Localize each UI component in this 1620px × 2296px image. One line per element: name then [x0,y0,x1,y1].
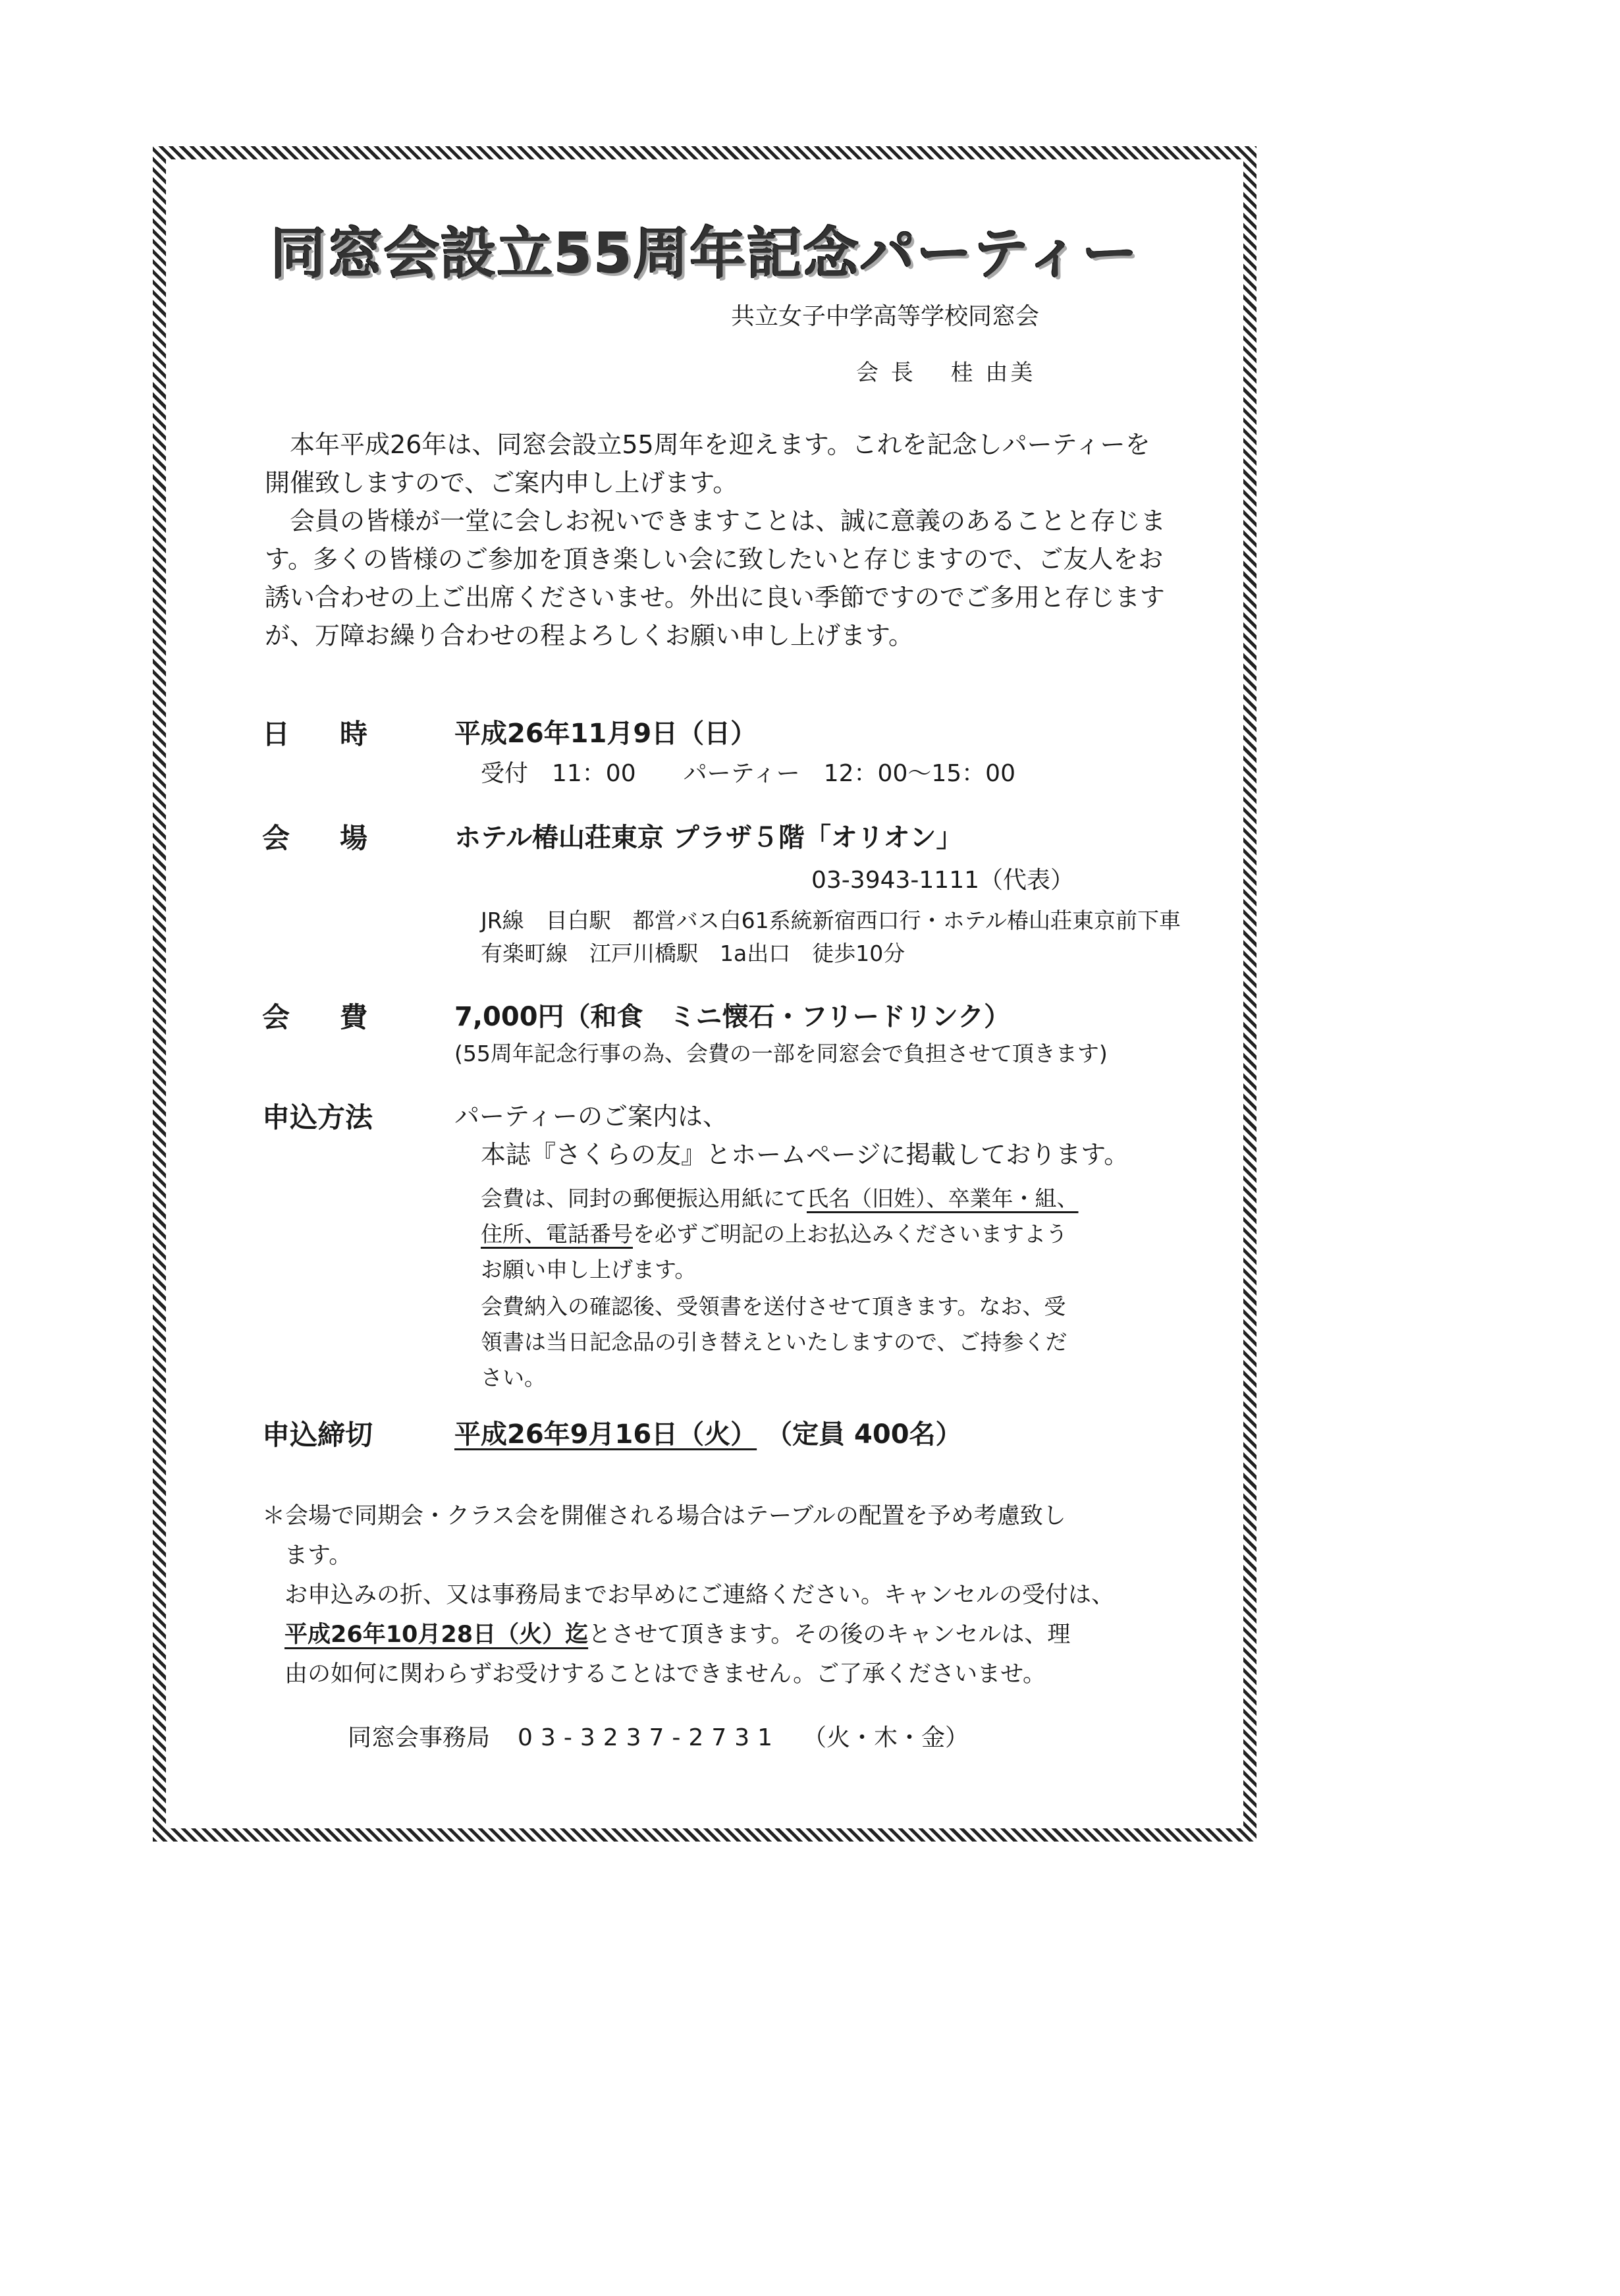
application-line2: 本誌『さくらの友』とホームページに掲載しております。 [481,1140,1129,1169]
venue-access-yurakucho: 有楽町線 江戸川橋駅 1a出口 徒歩10分 [481,941,905,966]
application-line1: パーティーのご案内は、 [454,1102,728,1131]
office-label: 同窓会事務局 [348,1724,491,1751]
application-receipt-3: さい。 [481,1365,546,1390]
application-payment-3: お願い申し上げます。 [481,1257,697,1282]
deadline-label: 申込締切 [262,1419,373,1451]
note-line-3: お申込みの折、又は事務局までお早めにご連絡ください。キャンセルの受付は、 [284,1582,1115,1608]
datetime-label: 日時 [262,718,418,750]
application-payment-1: 会費は、同封の郵便振込用紙にて氏名（旧姓）、卒業年・組、 [481,1186,1079,1211]
page-title: 同窓会設立55周年記念パーティー [270,221,1139,286]
intro-paragraph-2: 会員の皆様が一堂に会しお祝いできますことは、誠に意義のあることと存じます。多くの皆様のご参加を頂き楽しい会に致したいと存じますので、ご友人をお誘い合わせの上ご出席くださいませ。外出に良い季節ですのでご多用と存じますが、万障お繰り合わせの程よろしくお願い申し上げます。 [265,506,1166,650]
note-line-2: ます。 [284,1543,352,1569]
fee-note: (55周年記念行事の為、会費の一部を同窓会で負担させて頂きます) [454,1041,1108,1066]
office-phone: 03-3237-2731 [518,1724,781,1751]
note-line-4: 平成26年10月28日（火）迄とさせて頂きます。その後のキャンセルは、理 [284,1622,1071,1648]
organizer: 共立女子中学高等学校同窓会 [731,303,1040,330]
note-line-5: 由の如何に関わらずお受けすることはできません。ご了承くださいませ。 [284,1661,1046,1687]
office-days: （火・木・金） [803,1724,969,1751]
datetime-date: 平成26年11月9日（日） [454,719,757,749]
intro-text [265,425,1167,655]
deadline-date-text: 平成26年9月16日（火） [454,1419,757,1450]
fee-label: 会費 [262,1001,418,1033]
venue-label: 会場 [262,822,418,854]
office-contact [348,1719,969,1753]
deadline-capacity: （定員 400名） [766,1419,962,1450]
venue-access-jr: JR線 目白駅 都営バス白61系統新宿西口行・ホテル椿山荘東京前下車 [481,908,1181,933]
intro-paragraph-1: 本年平成26年は、同窓会設立55周年を迎えます。これを記念しパーティーを開催致しますので、ご案内申し上げます。 [265,430,1150,497]
fee-amount: 7,000円（和食 ミニ懐石・フリードリンク） [454,1002,1011,1032]
deadline-date [454,1413,962,1451]
application-payment-2: 住所、電話番号を必ずご明記の上お払込みくださいますよう [481,1221,1067,1247]
datetime-times: 受付 11：00 パーティー 12：00～15：00 [481,760,1015,787]
note-line-1: ＊会場で同期会・クラス会を開催される場合はテーブルの配置を予め考慮致し [262,1503,1066,1529]
application-receipt-1: 会費納入の確認後、受領書を送付させて頂きます。なお、受 [481,1294,1066,1319]
venue-phone: 03-3943-1111（代表） [811,867,1075,894]
notes [262,1496,1197,1694]
venue-name: ホテル椿山荘東京 プラザ５階「オリオン」 [454,823,963,853]
application-receipt-2: 領書は当日記念品の引き替えといたしますので、ご持参くだ [481,1329,1067,1355]
president: 会 長 桂 由美 [856,360,1036,386]
application-label: 申込方法 [262,1101,373,1134]
